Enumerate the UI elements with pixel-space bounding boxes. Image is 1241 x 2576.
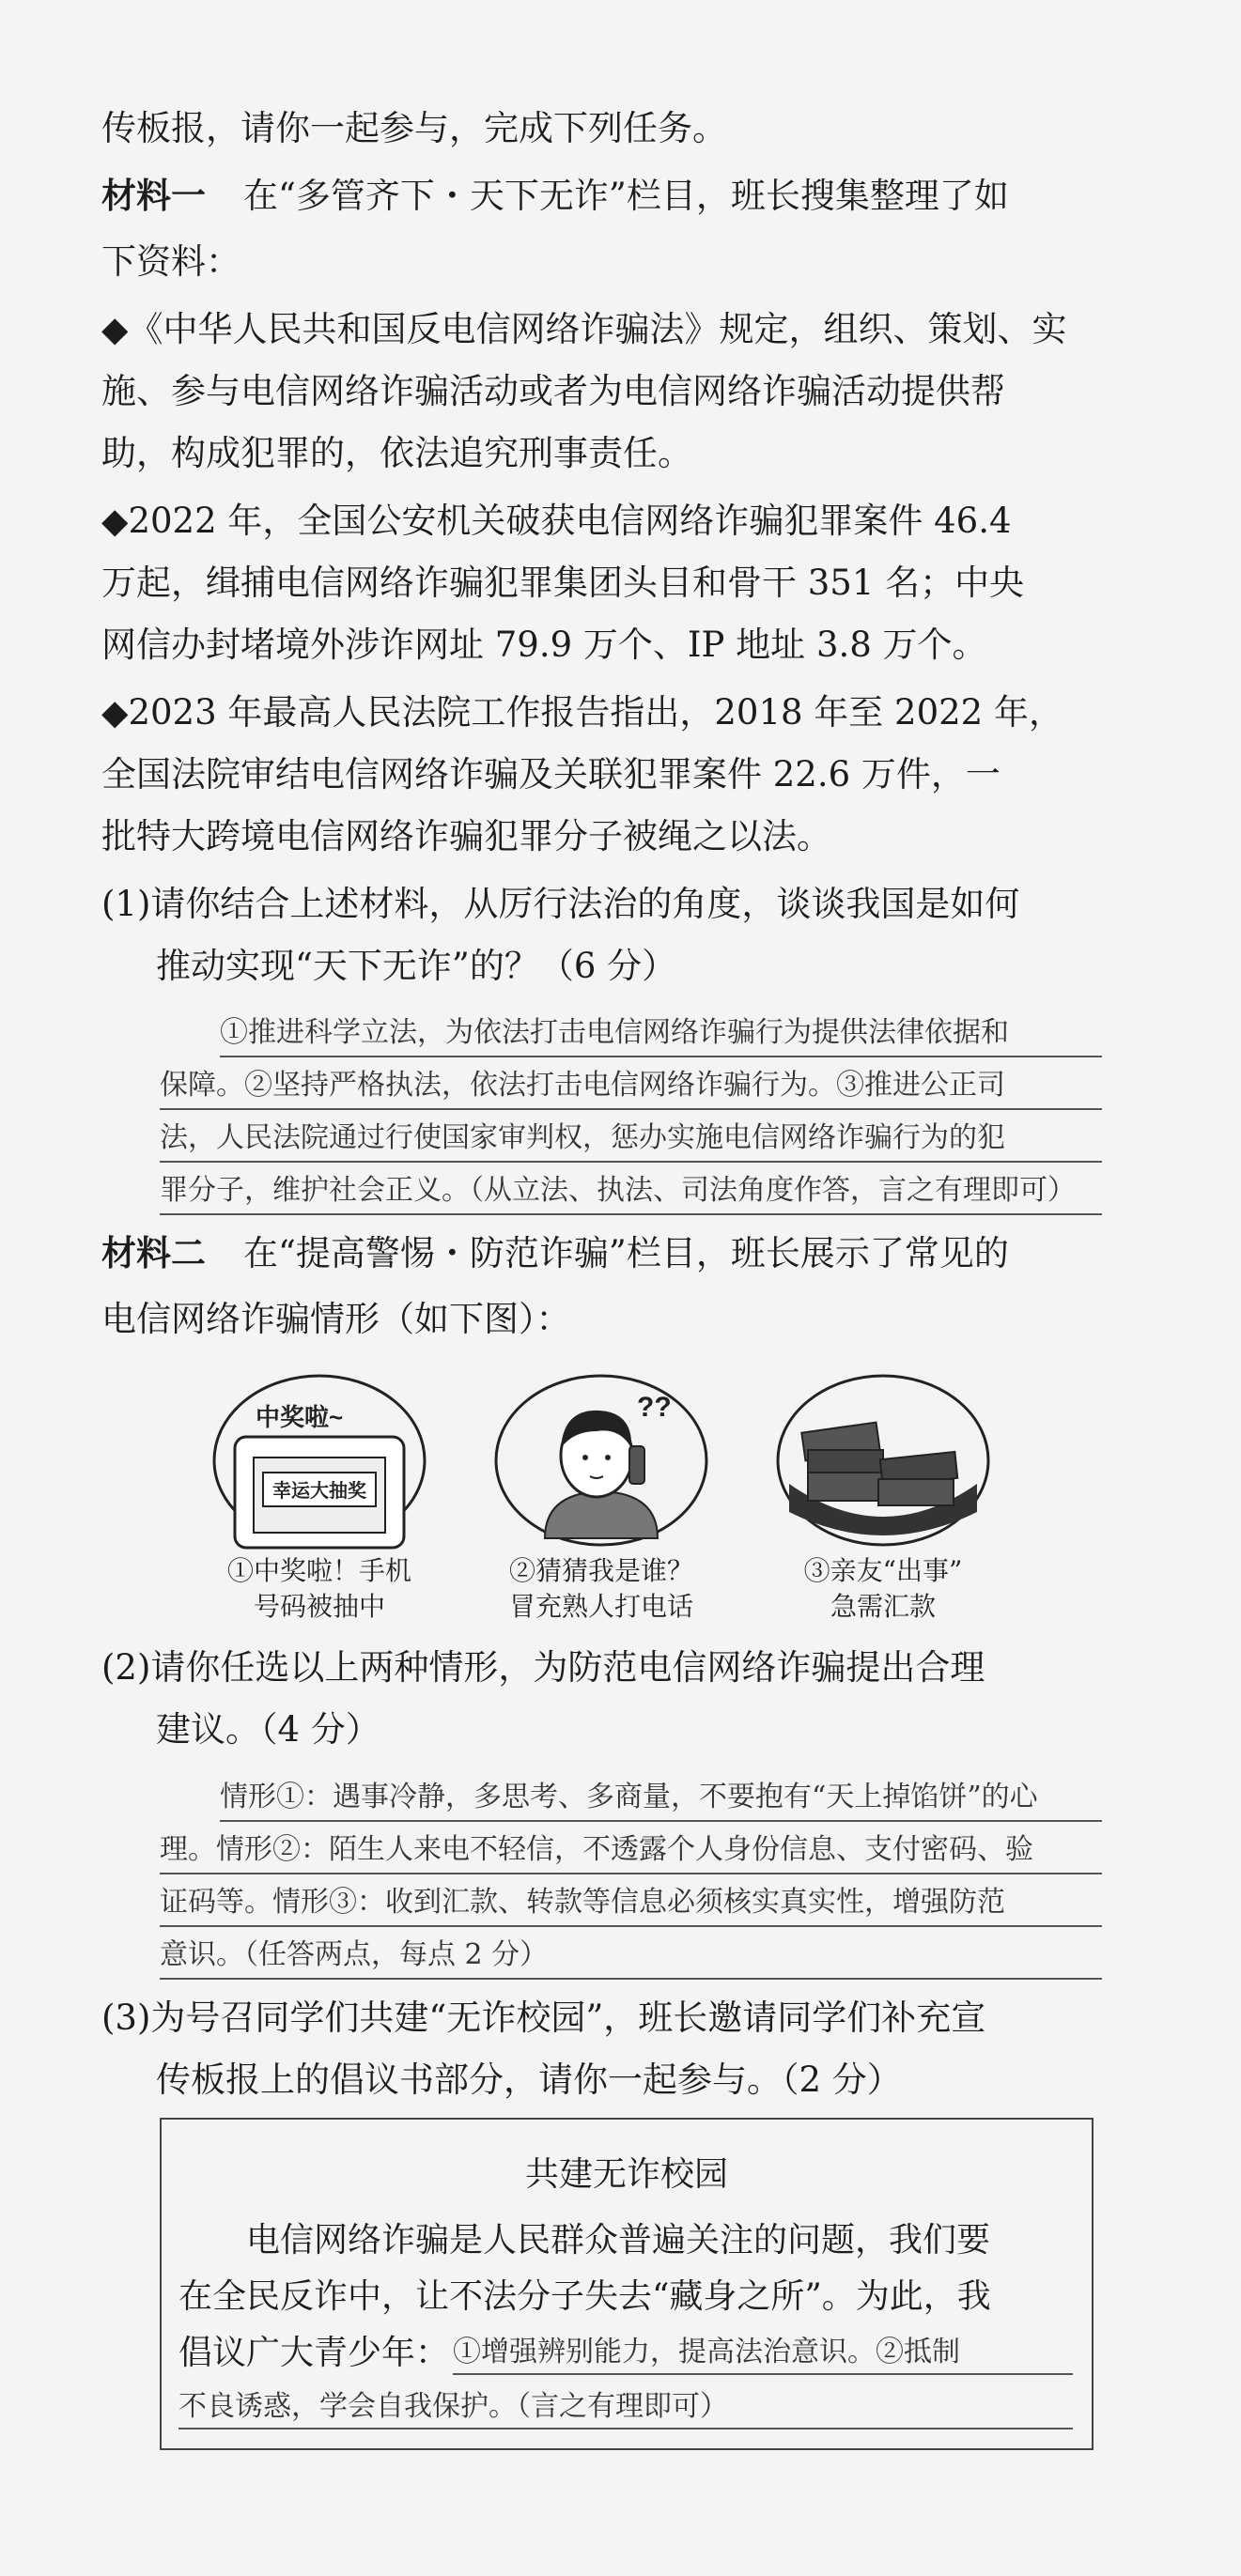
scam-figures [207,1371,1033,1643]
q2-line1: (2)请你任选以上两种情形，为防范电信网络诈骗提出合理 [101,1647,985,1688]
q3-line2: 传板报上的倡议书部分，请你一起参与。（2 分） [156,2059,902,2100]
bullet1-line1: ◆《中华人民共和国反电信网络诈骗法》规定，组织、策划、实 [101,309,1067,349]
bullet3-line2: 全国法院审结电信网络诈骗及关联犯罪案件 22.6 万件，一 [101,754,1001,794]
q2-answer-line2: 理。情形②：陌生人来电不轻信，不透露个人身份信息、支付密码、验 [160,1826,1102,1874]
bullet1-line2: 施、参与电信网络诈骗活动或者为电信网络诈骗活动提供帮 [101,371,1005,411]
cash-stack-illustration [770,1371,996,1550]
proposal-title: 共建无诈校园 [524,2155,728,2194]
q1-answer-line4: 罪分子，维护社会正义。（从立法、执法、司法角度作答，言之有理即可） [160,1166,1102,1215]
material2-label: 材料二 [101,1232,206,1273]
q2-answer-line1: 情形①：遇事冷静，多思考、多商量，不要抱有“天上掉馅饼”的心 [220,1773,1102,1822]
figure2-caption-2: 冒充熟人打电话 [508,1591,693,1622]
lottery-banner: 幸运大抽奖 [272,1481,366,1502]
bullet3-line1: ◆2023 年最高人民法院工作报告指出，2018 年至 2022 年， [101,692,1063,733]
q1-answer-line3: 法，人民法院通过行使国家审判权，惩办实施电信网络诈骗行为的犯 [160,1114,1102,1163]
figure3-caption-1: ③亲友“出事” [803,1555,963,1586]
question-bubble: ?? [637,1392,672,1423]
q2-line2: 建议。（4 分） [156,1709,380,1750]
figure-money [770,1371,996,1625]
bullet1-line3: 助，构成犯罪的，依法追究刑事责任。 [101,433,692,473]
caller-illustration [489,1371,714,1550]
bullet2-line3: 网信办封堵境外涉诈网址 79.9 万个、IP 地址 3.8 万个。 [101,625,987,665]
figure-impersonation [489,1371,714,1625]
q2-answer-line3: 证码等。情形③：收到汇款、转款等信息必须核实真实性，增强防范 [160,1878,1102,1927]
q1-answer-line1: ①推进科学立法，为依法打击电信网络诈骗行为提供法律依据和 [220,1009,1102,1057]
q1-line1: (1)请你结合上述材料，从厉行法治的角度，谈谈我国是如何 [101,884,1020,924]
q1-line2: 推动实现“天下无诈”的？（6 分） [156,946,677,986]
lottery-screen-top: 中奖啦~ [256,1403,344,1431]
bullet3-line3: 批特大跨境电信网络诈骗犯罪分子被绳之以法。 [101,816,831,856]
proposal-answer-line1: ①增强辨别能力，提高法治意识。②抵制 [453,2328,1073,2375]
figure1-caption-2: 号码被抽中 [253,1591,385,1622]
material2-line-2: 电信网络诈骗情形（如下图）： [101,1299,571,1339]
figure3-caption-2: 急需汇款 [830,1591,936,1622]
material2-line-1 [101,1232,1102,1273]
proposal-box [160,2118,1094,2450]
proposal-line3: 倡议广大青少年： [178,2334,450,2372]
material1-line-1 [101,175,1102,216]
figure1-caption-1: ①中奖啦！手机 [226,1555,411,1586]
material2-text: 在“提高警惕・防范诈骗”栏目，班长展示了常见的 [243,1233,1009,1273]
figure-lottery [207,1371,432,1625]
figure2-caption-1: ②猜猜我是谁？ [508,1555,693,1586]
lottery-phone-illustration [207,1371,432,1550]
proposal-answer-line2: 不良诱惑，学会自我保护。（言之有理即可） [178,2383,1073,2429]
q2-answer-line4: 意识。（任答两点，每点 2 分） [160,1931,1102,1980]
material1-label: 材料一 [101,175,206,216]
material1-line-2: 下资料： [101,241,240,282]
proposal-line1: 电信网络诈骗是人民群众普遍关注的问题，我们要 [246,2221,991,2260]
q1-answer-line2: 保障。②坚持严格执法，依法打击电信网络诈骗行为。③推进公正司 [160,1061,1102,1110]
intro-line: 传板报，请你一起参与，完成下列任务。 [101,108,727,148]
material1-text: 在“多管齐下・天下无诈”栏目，班长搜集整理了如 [243,176,1009,216]
bullet2-line2: 万起，缉捕电信网络诈骗犯罪集团头目和骨干 351 名；中央 [101,563,1025,603]
bullet2-line1: ◆2022 年，全国公安机关破获电信网络诈骗犯罪案件 46.4 [101,501,1012,541]
proposal-line2: 在全民反诈中，让不法分子失去“藏身之所”。为此，我 [178,2277,991,2316]
q3-line1: (3)为号召同学们共建“无诈校园”，班长邀请同学们补充宣 [101,1998,986,2038]
